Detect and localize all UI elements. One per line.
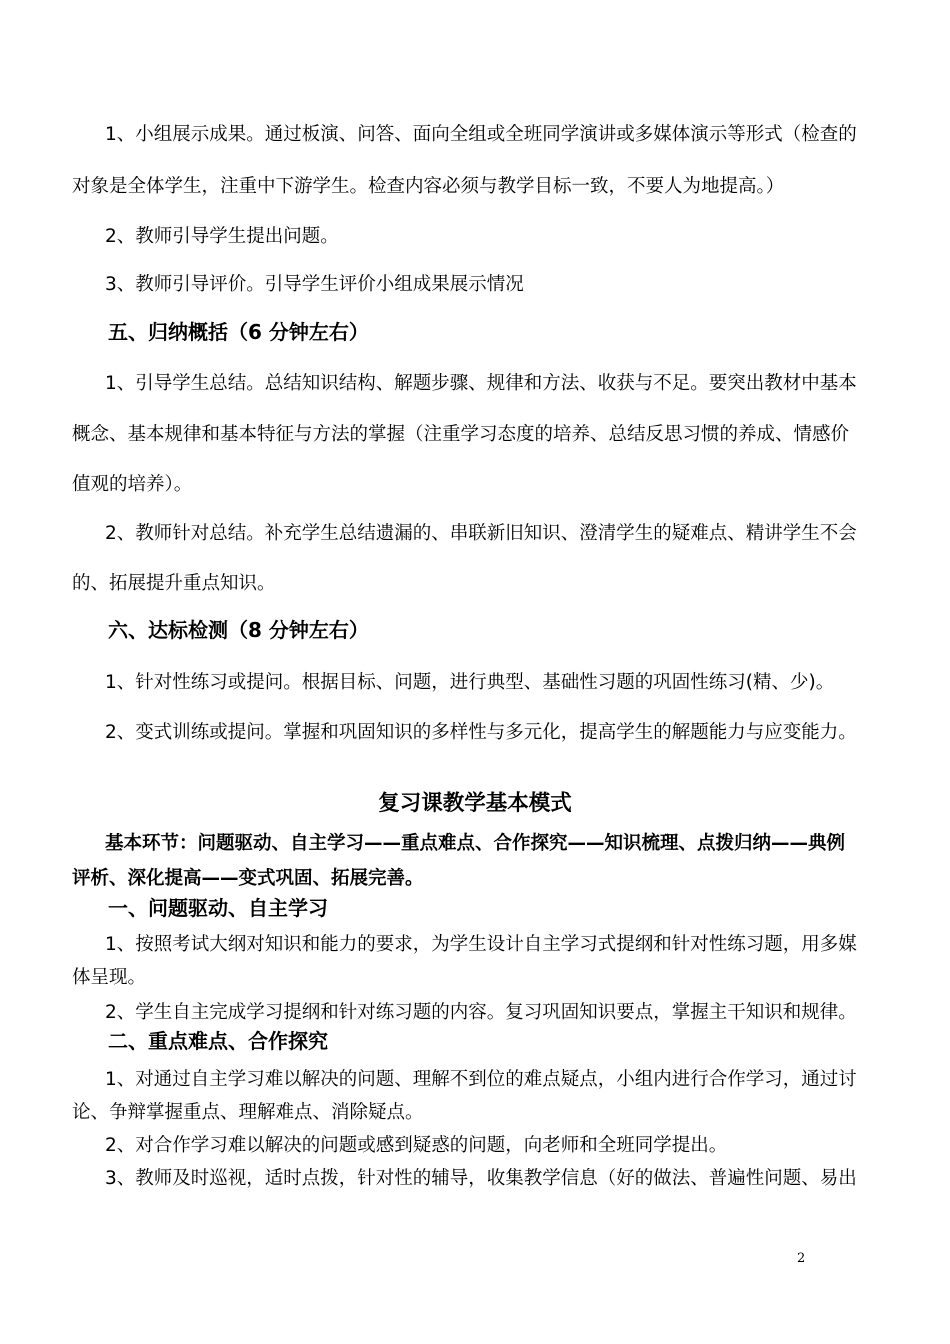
paragraph-line: 3、教师及时巡视，适时点拨，针对性的辅导，收集教学信息（好的做法、普遍性问题、易出 — [105, 1168, 857, 1189]
paragraph-line: 2、教师引导学生提出问题。 — [105, 226, 339, 247]
summary-line: 评析、深化提高——变式巩固、拓展完善。 — [72, 868, 424, 889]
section-heading: 一、问题驱动、自主学习 — [108, 896, 328, 920]
paragraph-line: 值观的培养）。 — [72, 474, 193, 495]
paragraph-line: 1、按照考试大纲对知识和能力的要求，为学生设计自主学习式提纲和针对性练习题，用多媒 — [105, 934, 857, 955]
paragraph-line: 2、对合作学习难以解决的问题或感到疑惑的问题，向老师和全班同学提出。 — [105, 1135, 728, 1156]
page-title: 复习课教学基本模式 — [378, 791, 572, 816]
paragraph-line: 2、教师针对总结。补充学生总结遗漏的、串联新旧知识、澄清学生的疑难点、精讲学生不会 — [105, 523, 857, 544]
paragraph-line: 3、教师引导评价。引导学生评价小组成果展示情况 — [105, 274, 524, 295]
paragraph-line: 概念、基本规律和基本特征与方法的掌握（注重学习态度的培养、总结反思习惯的养成、情感价 — [72, 424, 850, 445]
paragraph-line: 1、对通过自主学习难以解决的问题、理解不到位的难点疑点，小组内进行合作学习，通过讨 — [105, 1069, 857, 1090]
paragraph-line: 1、引导学生总结。总结知识结构、解题步骤、规律和方法、收获与不足。要突出教材中基本 — [105, 373, 857, 394]
paragraph-line: 2、变式训练或提问。掌握和巩固知识的多样性与多元化，提高学生的解题能力与应变能力。 — [105, 722, 857, 743]
paragraph-line: 1、小组展示成果。通过板演、问答、面向全组或全班同学演讲或多媒体演示等形式（检查的 — [105, 124, 857, 145]
section-heading: 二、重点难点、合作探究 — [108, 1029, 328, 1053]
paragraph-line: 体呈现。 — [72, 967, 147, 988]
section-heading: 五、归纳概括（6 分钟左右） — [108, 320, 369, 344]
paragraph-line: 对象是全体学生，注重中下游学生。检查内容必须与教学目标一致，不要人为地提高。） — [72, 176, 785, 197]
paragraph-line: 的、拓展提升重点知识。 — [72, 573, 276, 594]
paragraph-line: 2、学生自主完成学习提纲和针对练习题的内容。复习巩固知识要点，掌握主干知识和规律。 — [105, 1002, 857, 1023]
section-heading: 六、达标检测（8 分钟左右） — [108, 618, 369, 642]
paragraph-line: 1、针对性练习或提问。根据目标、问题，进行典型、基础性习题的巩固性练习(精、少)。 — [105, 672, 835, 693]
summary-line: 基本环节：问题驱动、自主学习——重点难点、合作探究——知识梳理、点拨归纳——典例 — [105, 833, 846, 854]
page-number: 2 — [797, 1251, 806, 1266]
paragraph-line: 论、争辩掌握重点、理解难点、消除疑点。 — [72, 1102, 424, 1123]
